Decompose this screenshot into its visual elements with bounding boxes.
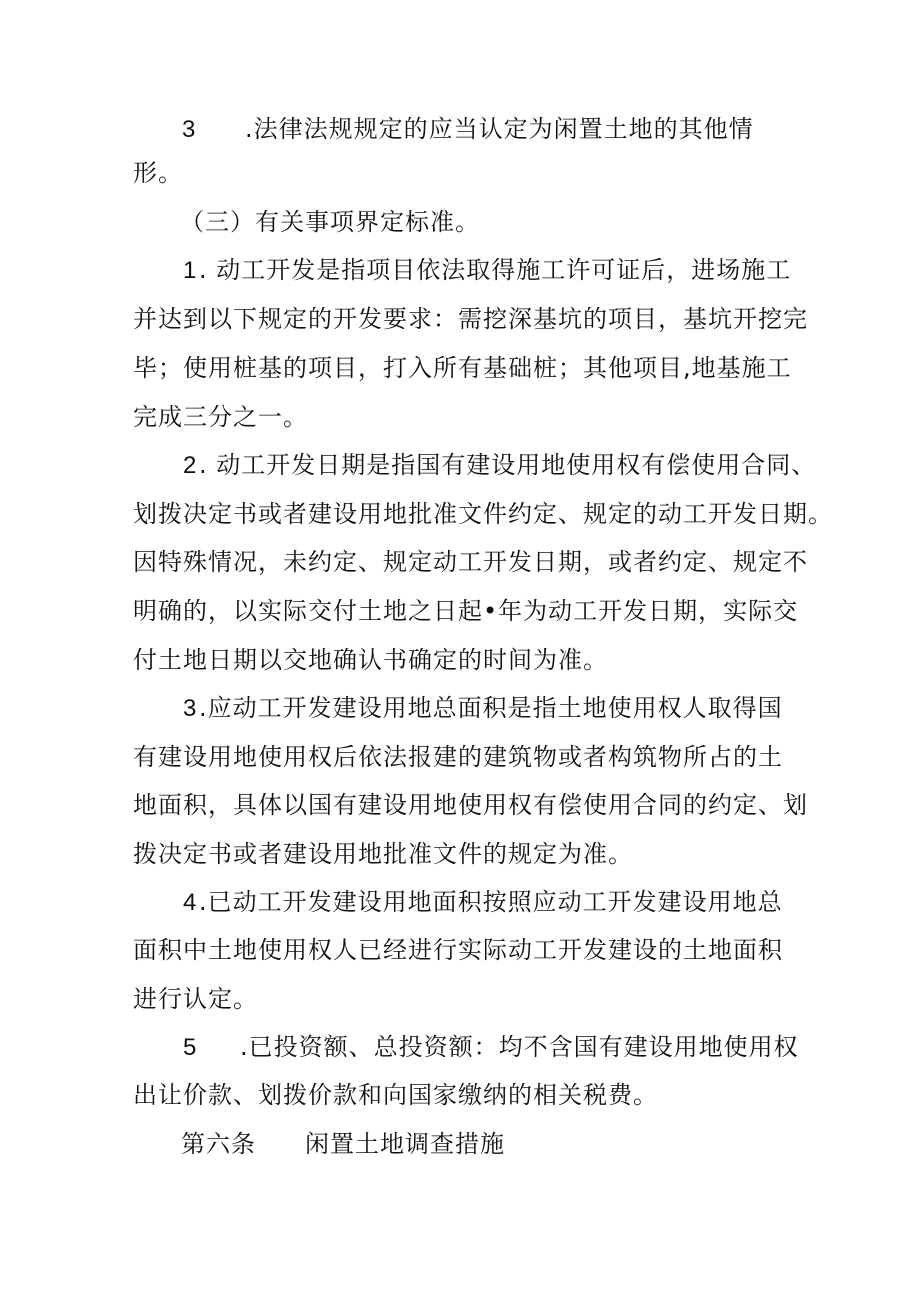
paragraph-5-line-3: 地面积，具体以国有建设用地使用权有偿使用合同的约定、划 <box>133 791 808 819</box>
paragraph-3-text: . 动工开发是指项目依法取得施工许可证后，进场施工 <box>199 256 792 284</box>
paragraph-6-line-1 <box>183 887 783 918</box>
paragraph-7-text: .已投资额、总投资额：均不含国有建设用地使用权 <box>240 1033 799 1061</box>
paragraph-5-line-1 <box>183 693 783 724</box>
article-title: 闲置土地调查措施 <box>305 1130 505 1158</box>
paragraph-4-line-3: 因特殊情况，未约定、规定动工开发日期，或者约定、规定不 <box>133 548 808 576</box>
paragraph-4-line-4: 明确的，以实际交付土地之日起•年为动工开发日期，实际交 <box>133 597 799 625</box>
paragraph-1-line-2: 形。 <box>133 159 183 187</box>
paragraph-5-line-2: 有建设用地使用权后依法报建的建筑物或者构筑物所占的土 <box>133 743 783 771</box>
paragraph-3-line-2: 并达到以下规定的开发要求：需挖深基坑的项目，基坑开挖完 <box>133 305 808 333</box>
item-number: 3 <box>183 695 198 722</box>
paragraph-3-line-3: 毕；使用桩基的项目，打入所有基础桩；其他项目,地基施工 <box>133 354 792 382</box>
paragraph-1-text: .法律法规规定的应当认定为闲置土地的其他情 <box>245 115 754 143</box>
article-heading <box>181 1129 505 1159</box>
paragraph-6-text: .已动工开发建设用地面积按照应动工开发建设用地总 <box>199 888 783 916</box>
item-number: 5 <box>183 1034 198 1061</box>
paragraph-4-line-5: 付土地日期以交地确认书确定的时间为准。 <box>133 646 608 674</box>
paragraph-1-line-1 <box>182 114 754 145</box>
paragraph-3-line-1 <box>183 255 792 286</box>
paragraph-6-line-3: 进行认定。 <box>133 985 258 1013</box>
item-number: 4 <box>183 889 198 916</box>
section-heading: （三）有关事项界定标准。 <box>180 208 480 236</box>
paragraph-7-line-2: 出让价款、划拨价款和向国家缴纳的相关税费。 <box>133 1081 658 1109</box>
paragraph-4-line-1 <box>183 450 817 481</box>
paragraph-5-line-4: 拨决定书或者建设用地批准文件的规定为准。 <box>133 840 633 868</box>
paragraph-3-line-4: 完成三分之一。 <box>133 403 308 431</box>
paragraph-6-line-2: 面积中土地使用权人已经进行实际动工开发建设的土地面积 <box>133 936 783 964</box>
paragraph-7-line-1 <box>183 1032 799 1063</box>
paragraph-4-line-2: 划拨决定书或者建设用地批准文件约定、规定的动工开发日期。 <box>133 500 833 528</box>
item-number: 2 <box>183 452 198 479</box>
item-number: 1 <box>183 257 198 284</box>
article-number: 第六条 <box>181 1130 256 1158</box>
paragraph-4-text: . 动工开发日期是指国有建设用地使用权有偿使用合同、 <box>199 451 817 479</box>
paragraph-5-text: .应动工开发建设用地总面积是指土地使用权人取得国 <box>199 694 783 722</box>
item-number: 3 <box>182 116 197 143</box>
